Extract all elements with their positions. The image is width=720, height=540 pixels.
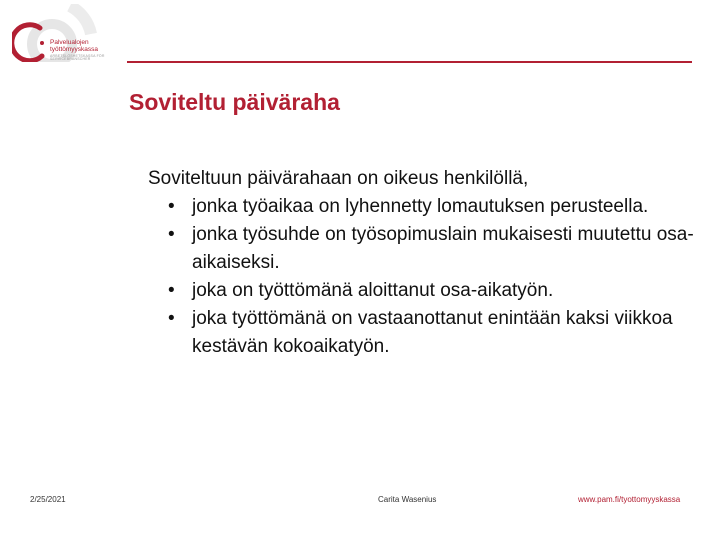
footer-author: Carita Wasenius xyxy=(378,495,437,504)
logo-line-2: työttömyyskassa xyxy=(50,45,99,53)
bullet-dot: • xyxy=(168,196,175,217)
logo-line-3: ARBETSLÖSHETSKASSA FÖR SERVICEBRANSCHER xyxy=(50,53,105,62)
bullet-item xyxy=(168,305,698,361)
logo-text xyxy=(50,40,122,62)
bullet-text: jonka työaikaa on lyhennetty lomautuksen perusteella. xyxy=(192,196,649,217)
bullet-item xyxy=(168,221,698,277)
footer-date: 2/25/2021 xyxy=(30,495,66,504)
header-rule xyxy=(127,61,692,63)
slide-title: Soviteltu päiväraha xyxy=(129,89,340,115)
bullet-item xyxy=(168,193,698,221)
intro-text: Soviteltuun päivärahaan on oikeus henkilöllä, xyxy=(148,168,529,189)
bullet-list xyxy=(168,193,698,361)
bullet-text: jonka työsuhde on työsopimuslain mukaisesti muutettu osa-aikaiseksi. xyxy=(192,224,694,273)
bullet-dot: • xyxy=(168,224,175,245)
bullet-dot: • xyxy=(168,308,175,329)
logo xyxy=(12,4,122,62)
bullet-item xyxy=(168,277,698,305)
footer-url-link[interactable]: www.pam.fi/tyottomyyskassa xyxy=(578,495,681,504)
bullet-dot: • xyxy=(168,280,175,301)
bullet-text: joka työttömänä on vastaanottanut enintään kaksi viikkoa kestävän kokoaikatyön. xyxy=(192,308,673,357)
logo-line-1: Palvelualojen xyxy=(50,39,89,46)
bullet-text: joka on työttömänä aloittanut osa-aikatyön. xyxy=(192,280,554,301)
